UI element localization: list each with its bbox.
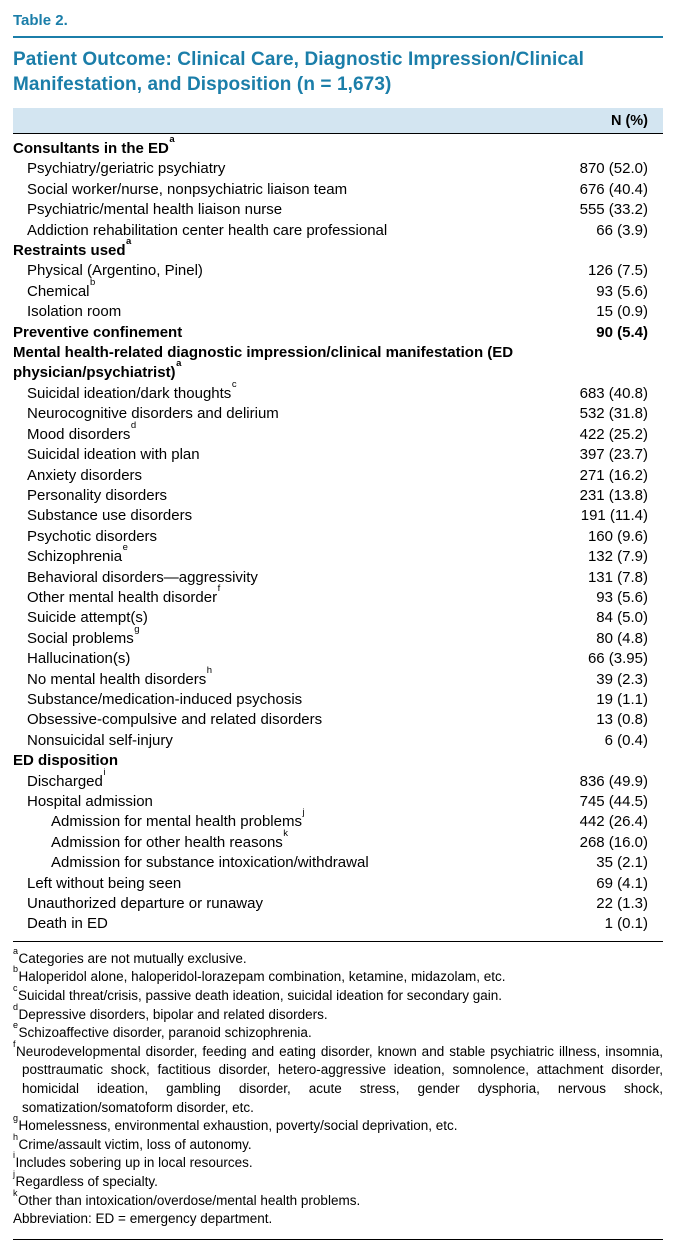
row-label: Suicidal ideation with plan xyxy=(27,446,200,464)
row-label: ED disposition xyxy=(13,752,118,770)
table-section-row xyxy=(13,236,663,261)
row-value: 19 (1.1) xyxy=(596,690,648,708)
row-label: Neurocognitive disorders and delirium xyxy=(27,405,279,423)
row-value: 422 (25.2) xyxy=(579,425,648,443)
footnote-marker: e xyxy=(122,542,128,554)
table-row xyxy=(13,159,663,179)
row-label: Psychotic disorders xyxy=(27,527,158,545)
footnote-text: Abbreviation: ED = emergency department. xyxy=(13,1211,273,1227)
table-row xyxy=(13,466,663,486)
table-row xyxy=(13,894,663,914)
row-label: Addiction rehabilitation center health care professional xyxy=(27,221,388,239)
row-value: 69 (4.1) xyxy=(596,874,648,892)
row-value: 745 (44.5) xyxy=(579,793,648,810)
footnote-marker: a xyxy=(13,945,19,956)
table-section-row xyxy=(13,323,663,343)
row-label: Mood disorders$^d$ xyxy=(27,419,137,443)
table-row xyxy=(13,582,663,608)
row-value: 442 (26.4) xyxy=(579,813,648,831)
footnote-marker: e xyxy=(13,1020,19,1031)
table-row xyxy=(13,445,663,465)
row-label: Consultants in the $ED^a$ xyxy=(13,134,175,157)
footnote-h xyxy=(13,1131,663,1155)
table-row xyxy=(13,486,663,506)
row-value: 397 (23.7) xyxy=(579,446,648,464)
row-value: 268 (16.0) xyxy=(579,833,648,851)
footnote-text: Regardless of specialty. xyxy=(15,1173,158,1189)
footnote-text: Other than intoxication/overdose/mental health problems. xyxy=(18,1192,361,1208)
row-label: Left without being seen xyxy=(27,874,182,892)
footnote-marker: a xyxy=(126,236,132,248)
table-row xyxy=(13,792,663,812)
column-header-band xyxy=(13,108,663,134)
row-value: 6 (0.4) xyxy=(604,731,648,749)
footnote-b xyxy=(13,964,663,987)
table-row xyxy=(13,276,663,302)
footnote-text: Crime/assault victim, loss of autonomy. xyxy=(18,1136,252,1152)
footnote-marker: g xyxy=(134,623,140,635)
row-label: Suicide attempt(s) xyxy=(27,609,148,627)
footnote-text: Categories are not mutually exclusive. xyxy=(18,950,247,966)
row-label: Obsessive-compulsive and related disorders xyxy=(27,711,323,729)
row-label: Restraints used$^a$ xyxy=(13,236,132,260)
table-row xyxy=(13,807,663,832)
table-row xyxy=(13,527,663,547)
table-row xyxy=(13,649,663,669)
footnote-j xyxy=(13,1168,663,1192)
footnote-text: Depressive disorders, bipolar and related disorders. xyxy=(18,1006,328,1022)
row-value: 131 (7.8) xyxy=(587,568,648,586)
row-value: 191 (11.4) xyxy=(580,507,648,525)
table-row xyxy=(13,874,663,894)
footnote-marker: b xyxy=(90,276,96,288)
footnote-marker: b xyxy=(13,964,19,975)
row-label: Behavioral disorders—aggressivity xyxy=(27,568,258,586)
table-number-label: Table 2. xyxy=(13,12,68,29)
footnote-text: Homelessness, environmental exhaustion, poverty/social deprivation, etc. xyxy=(18,1118,458,1134)
table-row xyxy=(13,180,663,200)
row-label: Mental health-related diagnostic impression/clinical manifestation (ED physician/psychiatrist)$^a$ xyxy=(13,344,514,382)
footnote-text: Haloperidol alone, haloperidol-lorazepam combination, ketamine, midazolam, etc. xyxy=(18,969,506,985)
table-section-row xyxy=(13,343,663,384)
table-row xyxy=(13,419,663,445)
footnote-text: Suicidal threat/crisis, passive death ideation, suicidal ideation for secondary gain. xyxy=(18,988,503,1004)
row-label: Psychiatry/geriatric psychiatry xyxy=(27,160,226,178)
column-header-n-percent: N (%) xyxy=(610,112,648,129)
row-value: 13 (0.8) xyxy=(596,711,648,729)
footnote-text: Includes sobering up in local resources. xyxy=(15,1155,253,1171)
table-row xyxy=(13,378,663,404)
row-value: 39 (2.3) xyxy=(596,670,648,688)
footnote-marker: a xyxy=(169,134,175,145)
row-value: 1 (0.1) xyxy=(604,915,648,933)
footnote-k xyxy=(13,1187,663,1211)
row-label: Death in ED xyxy=(27,915,108,933)
table-row xyxy=(13,914,663,934)
footnote-marker: d xyxy=(130,419,137,431)
row-value: 35 (2.1) xyxy=(596,854,648,872)
row-value: 683 (40.8) xyxy=(579,384,648,402)
footnote-marker: i xyxy=(103,766,106,778)
footnote-e xyxy=(13,1020,663,1043)
row-label: Psychiatric/mental health liaison nurse xyxy=(27,201,283,219)
row-label: Hallucination(s) xyxy=(27,650,131,668)
row-value: 93 (5.6) xyxy=(596,282,648,300)
row-label: Substance use disorders xyxy=(27,507,193,525)
footnote-marker: g xyxy=(13,1113,19,1124)
table-section-row xyxy=(13,751,663,771)
row-value: 66 (3.9) xyxy=(596,221,648,239)
row-value: 532 (31.8) xyxy=(579,405,648,423)
row-value: 870 (52.0) xyxy=(579,160,648,178)
table-body xyxy=(13,134,663,942)
row-value: 555 (33.2) xyxy=(579,201,648,219)
row-label: Schizophrenia$^e$ xyxy=(27,542,128,566)
table-row xyxy=(13,608,663,628)
table-row xyxy=(13,221,663,241)
row-value: 93 (5.6) xyxy=(596,588,648,606)
footnote-marker: f xyxy=(13,1038,16,1049)
row-value: 66 (3.95) xyxy=(587,650,648,668)
row-value: 22 (1.3) xyxy=(596,895,648,913)
footnote-text: Neurodevelopmental disorder, feeding and eating disorder, known and stable psychiatric illness, insomnia, posttraumatic shock, factitious disorder, hetero-aggressive ideation, somnolence, attachment disorder, homicidal ideation, gambling disorder, acute stress, gender dysphoria, nervous shock, somatization/somatoform disorder, etc. xyxy=(16,1043,663,1115)
row-value: 836 (49.9) xyxy=(579,772,648,790)
footnote-f xyxy=(13,1038,663,1117)
table-title: Patient Outcome: Clinical Care, Diagnostic Impression/Clinical Manifestation, and Disposition (n = 1,673) xyxy=(13,49,585,95)
table-row xyxy=(13,404,663,424)
table-row xyxy=(13,664,663,690)
row-label: Unauthorized departure or runaway xyxy=(27,895,263,913)
footnote-g xyxy=(13,1113,663,1136)
table-footnotes xyxy=(13,942,663,1240)
footnote-marker: a xyxy=(176,358,182,370)
footnote-marker: c xyxy=(13,983,18,994)
table-row xyxy=(13,710,663,730)
footnote-marker: k xyxy=(283,827,289,839)
row-value: 231 (13.8) xyxy=(579,486,648,504)
table-row xyxy=(13,261,663,281)
footnote-d xyxy=(13,1001,663,1025)
row-label: Admission for substance intoxication/withdrawal xyxy=(51,854,369,872)
row-label: Admission for mental health problems$^j$ xyxy=(51,807,305,831)
row-value: 132 (7.9) xyxy=(587,548,648,566)
row-label: Admission for other health reasons$^k$ xyxy=(51,827,289,851)
row-label: Other mental health disorder$^f$ xyxy=(27,582,221,606)
table-row xyxy=(13,506,663,526)
row-label: Hospital admission xyxy=(27,793,153,810)
footnote-c xyxy=(13,983,663,1006)
footnote-abbreviation xyxy=(13,1210,663,1229)
table-row xyxy=(13,766,663,792)
table-row xyxy=(13,302,663,322)
footnote-marker: j xyxy=(302,807,305,819)
row-value: 15 (0.9) xyxy=(596,303,648,321)
row-value: 676 (40.4) xyxy=(579,180,648,198)
table-row xyxy=(13,827,663,853)
row-label: Social problems$^g$ xyxy=(27,623,140,647)
row-label: No mental health disorders$^h$ xyxy=(27,664,213,688)
row-label: Discharged$^i$ xyxy=(27,766,106,790)
footnote-marker: h xyxy=(206,664,213,676)
row-label: Isolation room xyxy=(27,303,122,321)
table-section-row xyxy=(13,134,663,159)
row-label: Social worker/nurse, nonpsychiatric liaison team xyxy=(27,180,348,198)
table-row xyxy=(13,690,663,710)
footnote-marker: i xyxy=(13,1150,15,1161)
table-row xyxy=(13,731,663,751)
footnote-marker: k xyxy=(13,1187,18,1198)
table-row xyxy=(13,568,663,588)
table-row xyxy=(13,853,663,873)
footnote-marker: d xyxy=(13,1001,19,1012)
table-row xyxy=(13,542,663,567)
row-value: 160 (9.6) xyxy=(587,527,648,545)
row-label: Preventive confinement xyxy=(13,323,183,341)
row-label: Nonsuicidal self-injury xyxy=(27,731,173,749)
footnote-marker: j xyxy=(13,1168,15,1179)
row-label: Chemical$^b$ xyxy=(27,276,96,300)
row-value: 126 (7.5) xyxy=(587,262,648,280)
row-value: 90 (5.4) xyxy=(596,323,648,341)
row-label: Physical (Argentino, Pinel) xyxy=(27,262,203,280)
row-value: 80 (4.8) xyxy=(596,629,648,647)
row-label: Substance/medication-induced psychosis xyxy=(27,690,303,708)
row-value: 84 (5.0) xyxy=(596,609,648,627)
footnote-marker: c xyxy=(231,378,237,390)
table-row xyxy=(13,200,663,220)
row-label: Suicidal ideation/dark thoughts$^c$ xyxy=(27,378,237,402)
row-label: Personality disorders xyxy=(27,486,168,504)
footnote-text: Schizoaffective disorder, paranoid schizophrenia. xyxy=(18,1025,312,1041)
table-row xyxy=(13,623,663,649)
footnote-a xyxy=(13,945,663,969)
footnote-marker: h xyxy=(13,1131,19,1142)
footnote-marker: f xyxy=(217,582,221,594)
row-value: 271 (16.2) xyxy=(579,466,648,484)
row-label: Anxiety disorders xyxy=(27,466,143,484)
footnote-i xyxy=(13,1150,663,1173)
title-divider-rule xyxy=(13,36,663,38)
